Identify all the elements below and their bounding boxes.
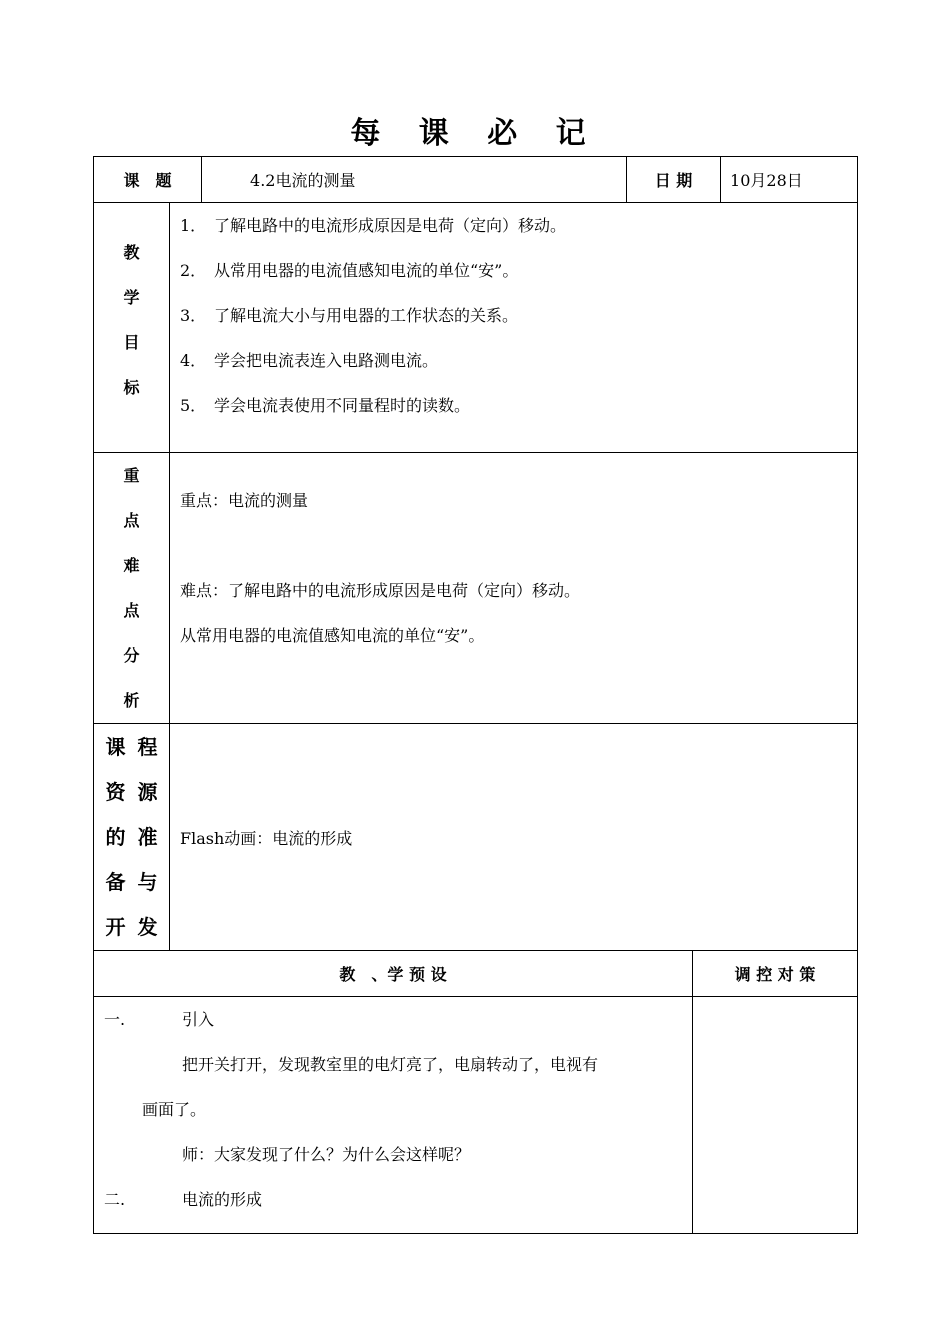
plan-content-row <box>94 997 858 1234</box>
difficulty-text-cont: 从常用电器的电流值感知电流的单位“安”。 <box>180 626 485 645</box>
date-label: 日 期 <box>627 157 721 203</box>
objectives-row <box>94 203 858 453</box>
resources-label: 课 程 资 源 的 准 备 与 开 发 <box>94 724 170 951</box>
plan-content <box>94 997 693 1234</box>
header-row <box>94 157 858 203</box>
lesson-table <box>93 156 858 1234</box>
date-value: 10月28日 <box>721 157 858 203</box>
key-points-label: 重 点 难 点 分 析 <box>94 453 170 724</box>
resources-content: Flash动画：电流的形成 <box>170 724 858 951</box>
paragraph: 把开关打开，发现教室里的电灯亮了，电扇转动了，电视有 <box>182 1055 599 1074</box>
strategy-content <box>693 997 858 1234</box>
plan-header-row <box>94 951 858 997</box>
objective-item: 2． 从常用电器的电流值感知电流的单位“安”。 <box>180 261 519 280</box>
focus-text: 重点：电流的测量 <box>180 491 309 510</box>
paragraph-cont: 画面了。 <box>142 1100 207 1119</box>
section-heading: 一. 引入 <box>104 1010 215 1029</box>
strategy-column-header: 调 控 对 策 <box>693 951 858 997</box>
difficulty-text: 难点：了解电路中的电流形成原因是电荷（定向）移动。 <box>180 581 581 600</box>
paragraph: 师：大家发现了什么？为什么会这样呢？ <box>182 1145 471 1164</box>
objective-item: 4． 学会把电流表连入电路测电流。 <box>180 351 439 370</box>
objective-item: 1． 了解电路中的电流形成原因是电荷（定向）移动。 <box>180 216 567 235</box>
topic-value: 4.2电流的测量 <box>202 157 627 203</box>
resources-row <box>94 724 858 951</box>
objective-item: 5． 学会电流表使用不同量程时的读数。 <box>180 396 471 415</box>
objectives-content <box>170 203 858 453</box>
key-points-content <box>170 453 858 724</box>
section-heading: 二. 电流的形成 <box>104 1190 263 1209</box>
document-title: 每 课 必 记 <box>350 116 600 151</box>
objectives-label: 教 学 目 标 <box>94 203 170 453</box>
topic-label: 课 题 <box>94 157 202 203</box>
plan-column-header: 教 、学 预 设 <box>94 951 693 997</box>
key-points-row <box>94 453 858 724</box>
objective-item: 3． 了解电流大小与用电器的工作状态的关系。 <box>180 306 519 325</box>
